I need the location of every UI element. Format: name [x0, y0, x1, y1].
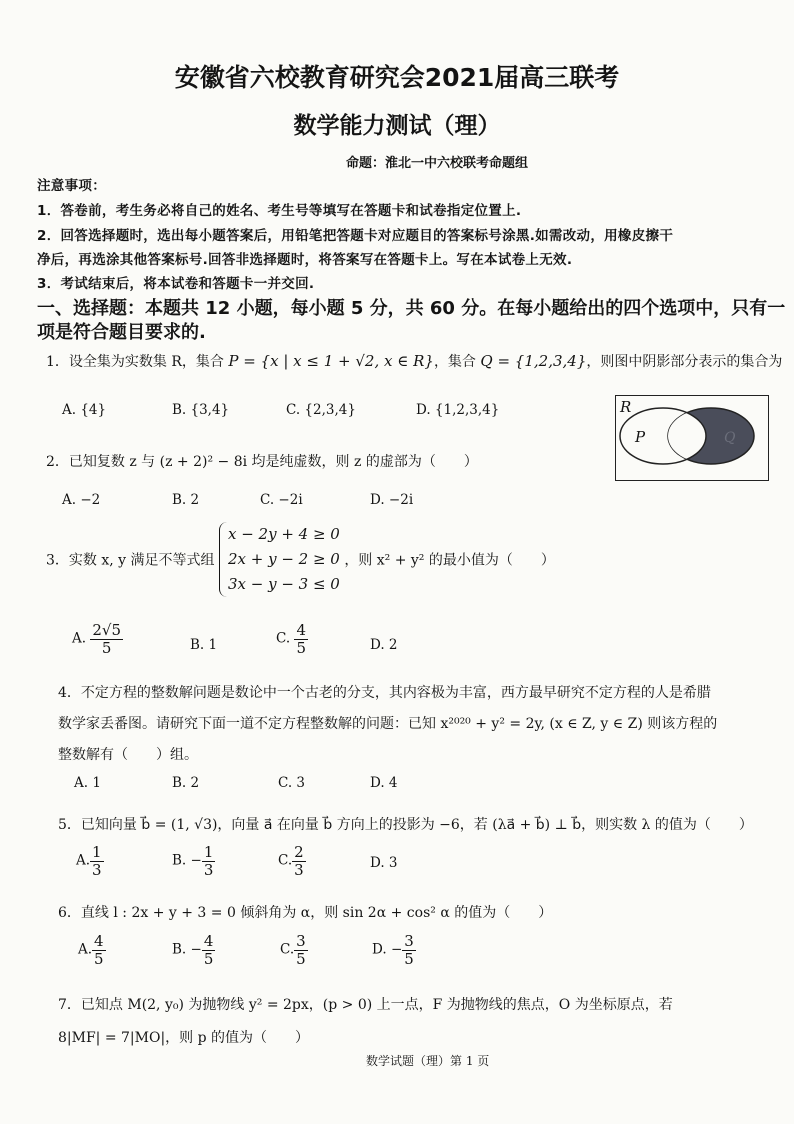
q5-option-c-den: 3	[294, 860, 304, 879]
q5-option-b[interactable]	[172, 844, 215, 878]
q6-option-c-fraction	[294, 933, 308, 967]
q3-option-c[interactable]	[276, 622, 308, 656]
q1-option-a[interactable]: A. {4}	[62, 402, 107, 418]
notes-item-3: 3．考试结束后，将本试卷和答题卡一并交回.	[37, 276, 315, 292]
q6-option-a-fraction	[92, 933, 106, 967]
q5-option-c[interactable]	[278, 844, 306, 878]
q3-ineq-1: x − 2y + 4 ≥ 0	[227, 525, 340, 543]
q6-option-a-num: 4	[94, 932, 104, 950]
q2-option-d[interactable]: D. −2i	[370, 492, 414, 508]
exam-author: 命题：淮北一中六校联考命题组	[345, 156, 528, 171]
venn-label-q: Q	[724, 430, 736, 446]
q6-option-c-den: 5	[296, 949, 306, 968]
q6-option-d-label: D.	[372, 941, 387, 958]
q2-option-a[interactable]: A. −2	[62, 492, 101, 508]
venn-svg	[616, 396, 768, 480]
q1-text-a: 1．设全集为实数集 R，集合	[46, 354, 229, 370]
section-heading-line2: 项是符合题目要求的.	[37, 322, 206, 343]
q5-option-d[interactable]: D. 3	[370, 855, 398, 871]
question-6: 6．直线 l : 2x + y + 3 = 0 倾斜角为 α，则 sin 2α + cos² α 的值为（ ）	[58, 905, 553, 921]
notes-item-2: 2．回答选择题时，选出每小题答案后，用铅笔把答题卡对应题目的答案标号涂黑.如需改动，用橡皮擦干	[37, 228, 674, 244]
venn-diagram	[615, 395, 769, 481]
q6-option-b-sign: −	[190, 941, 202, 958]
q3-option-a-den: 5	[101, 638, 112, 657]
q6-option-d-num: 3	[404, 932, 414, 950]
q6-option-b-label: B.	[172, 941, 187, 958]
q3-option-c-label: C.	[276, 630, 291, 647]
q5-option-a-den: 3	[92, 860, 102, 879]
exam-title: 安徽省六校教育研究会2021届高三联考	[174, 63, 620, 92]
q5-option-b-den: 3	[203, 860, 214, 879]
q5-option-c-fraction	[292, 844, 306, 878]
question-4-line1: 4．不定方程的整数解问题是数论中一个古老的分支，其内容极为丰富，西方最早研究不定方程的人是希腊	[58, 685, 711, 701]
q6-option-a-label: A.	[78, 941, 93, 958]
q5-option-a-num: 1	[92, 843, 102, 861]
q6-option-d-den: 5	[404, 949, 414, 968]
notes-heading: 注意事项：	[37, 178, 106, 194]
q6-option-b[interactable]	[172, 933, 215, 967]
q3-option-a[interactable]	[72, 622, 123, 656]
question-3	[46, 522, 555, 597]
q1-text-c: ，则图中阴影部分表示的集合为	[586, 354, 783, 370]
q5-option-a-label: A.	[76, 852, 91, 869]
notes-item-2-cont: 净后，再选涂其他答案标号.回答非选择题时，将答案写在答题卡上。写在本试卷上无效.	[37, 252, 573, 268]
q3-option-a-label: A.	[72, 630, 87, 647]
q4-option-d[interactable]: D. 4	[370, 775, 398, 791]
q5-option-a-fraction	[90, 844, 104, 878]
q4-option-a[interactable]: A. 1	[74, 775, 101, 791]
q4-option-b[interactable]: B. 2	[172, 775, 200, 791]
q5-option-b-num: 1	[203, 843, 214, 861]
q4-option-c[interactable]: C. 3	[278, 775, 306, 791]
notes-item-1: 1．答卷前，考生务必将自己的姓名、考生号等填写在答题卡和试卷指定位置上.	[37, 203, 522, 219]
exam-subtitle: 数学能力测试（理）	[293, 113, 501, 139]
q6-option-a[interactable]	[78, 933, 106, 967]
q1-option-b[interactable]: B. {3,4}	[172, 402, 230, 418]
q3-inequality-system	[219, 522, 340, 597]
question-1	[46, 351, 782, 371]
question-4-line3: 整数解有（ ）组。	[58, 747, 198, 763]
question-7-line1: 7．已知点 M(2, y₀) 为抛物线 y² = 2px，(p > 0) 上一点，F 为抛物线的焦点，O 为坐标原点，若	[58, 997, 673, 1013]
q3-option-d[interactable]: D. 2	[370, 637, 398, 653]
question-7-line2: 8|MF| = 7|MO|，则 p 的值为（ ）	[58, 1030, 310, 1046]
q6-option-d-sign: −	[390, 941, 403, 958]
q1-set-p: P = {x | x ≤ 1 + √2, x ∈ R}	[228, 352, 434, 370]
q6-option-d-fraction	[402, 933, 416, 967]
q3-text-b: ，则 x² + y² 的最小值为（ ）	[344, 552, 555, 569]
q3-ineq-2: 2x + y − 2 ≥ 0	[227, 550, 340, 568]
q5-option-b-sign: −	[190, 852, 202, 869]
q5-option-b-label: B.	[172, 852, 187, 869]
q2-option-c[interactable]: C. −2i	[260, 492, 303, 508]
q3-option-c-fraction	[294, 622, 308, 656]
q5-option-c-num: 2	[294, 843, 304, 861]
q3-option-c-den: 5	[296, 638, 306, 657]
q1-option-d[interactable]: D. {1,2,3,4}	[416, 402, 500, 418]
q5-option-a[interactable]	[76, 844, 104, 878]
q6-option-b-num: 4	[203, 932, 214, 950]
q6-option-c-label: C.	[280, 941, 295, 958]
venn-label-p: P	[635, 428, 646, 446]
q6-option-c[interactable]	[280, 933, 308, 967]
q6-option-b-fraction	[202, 933, 216, 967]
q3-option-b[interactable]: B. 1	[190, 637, 218, 653]
q6-option-d[interactable]	[372, 933, 416, 967]
q6-option-b-den: 5	[203, 949, 214, 968]
question-2: 2．已知复数 z 与 (z + 2)² − 8i 均是纯虚数，则 z 的虚部为（ ）	[46, 454, 478, 470]
q1-option-c[interactable]: C. {2,3,4}	[286, 402, 356, 418]
venn-label-r: R	[620, 398, 632, 416]
q1-text-b: ，集合	[433, 354, 481, 370]
q3-ineq-3: 3x − y − 3 ≤ 0	[227, 575, 340, 593]
q3-option-c-num: 4	[296, 621, 306, 639]
q3-option-a-num: 2√5	[92, 621, 121, 639]
q3-text-a: 3．实数 x, y 满足不等式组	[46, 552, 215, 569]
q6-option-a-den: 5	[94, 949, 104, 968]
q2-option-b[interactable]: B. 2	[172, 492, 200, 508]
question-5: 5．已知向量 b⃗ = (1, √3)，向量 a⃗ 在向量 b⃗ 方向上的投影为 −6，若 (λa⃗ + b⃗) ⊥ b⃗，则实数 λ 的值为（ ）	[58, 817, 753, 833]
page-footer: 数学试题（理）第 1 页	[366, 1054, 490, 1068]
q6-option-c-num: 3	[296, 932, 306, 950]
q5-option-c-label: C.	[278, 852, 293, 869]
q3-option-a-fraction	[90, 622, 123, 656]
section-heading-line1: 一、选择题：本题共 12 小题，每小题 5 分，共 60 分。在每小题给出的四个选项中，只有一	[37, 298, 786, 319]
question-4-line2: 数学家丢番图。请研究下面一道不定方程整数解的问题：已知 x²⁰²⁰ + y² = 2y, (x ∈ Z, y ∈ Z) 则该方程的	[58, 716, 718, 732]
q5-option-b-fraction	[202, 844, 216, 878]
q1-set-q: Q = {1,2,3,4}	[480, 352, 587, 370]
